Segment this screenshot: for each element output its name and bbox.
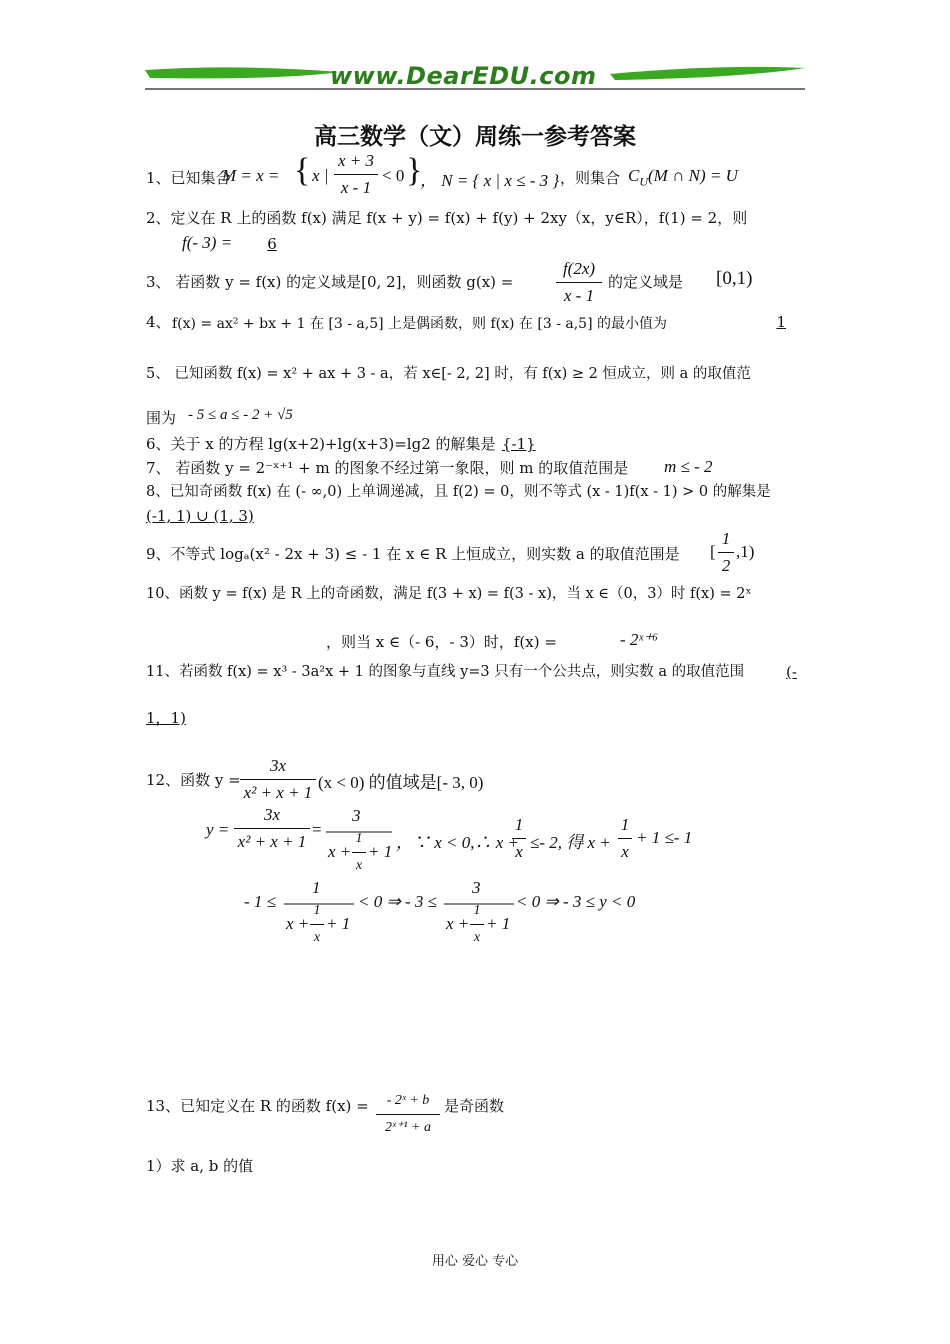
q12-s2-inner2: 1 x bbox=[470, 900, 484, 949]
q12-s1-frac4: 1 x bbox=[618, 814, 632, 863]
q13-text: 13、已知定义在 R 的函数 f(x) = bbox=[146, 1097, 369, 1115]
q7-text: 7、 若函数 y = 2⁻ˣ⁺¹ + m 的图象不经过第一象限，则 m 的取值范围是 bbox=[146, 459, 629, 477]
q1-n-part: ， N = { x | x ≤ - 3 } bbox=[420, 171, 560, 190]
q13-tail: 是奇函数 bbox=[444, 1097, 505, 1115]
q9-answer-pre: [ bbox=[710, 542, 716, 561]
site-logo-text: www.DearEDU.com bbox=[330, 62, 597, 90]
q11-line1: 11、若函数 f(x) = x³ - 3a²x + 1 的图象与直线 y=3 只有一个公共点，则实数 a 的取值范围 bbox=[146, 664, 745, 680]
q11-answer-end: 1，1) bbox=[146, 709, 186, 727]
q12-s2-num2: 3 bbox=[472, 878, 481, 897]
q2-line1: 2、定义在 R 上的函数 f(x) 满足 f(x + y) = f(x) + f(y) + 2xy（x，y∈R），f(1) = 2，则 bbox=[146, 209, 748, 227]
q1-label: 1、已知集合 bbox=[146, 169, 231, 187]
q1-brace-left: { bbox=[294, 152, 311, 189]
q12-s2-a: - 1 ≤ bbox=[244, 892, 276, 911]
q5-line1: 5、 已知函数 f(x) = x² + ax + 3 - a，若 x∈[- 2, 2] 时，有 f(x) ≥ 2 恒成立，则 a 的取值范 bbox=[146, 366, 751, 382]
q12-s2-num1: 1 bbox=[312, 878, 321, 897]
q12-s2-inner1: 1 x bbox=[310, 900, 324, 949]
q13-part1: 1）求 a, b 的值 bbox=[146, 1157, 254, 1175]
q12-s2-b: < 0 ⇒ - 3 ≤ bbox=[358, 892, 437, 911]
q1-answer: $C_U(M$ ∩ N) = U bbox=[628, 166, 738, 189]
q8-answer: (-1, 1) ∪ (1, 3) bbox=[146, 507, 254, 525]
q3-tail: 的定义域是 bbox=[608, 273, 684, 291]
q4-answer: 1 bbox=[776, 313, 786, 331]
q1-tail: ，则集合 bbox=[560, 169, 621, 187]
page-title: 高三数学（文）周练一参考答案 bbox=[314, 124, 636, 150]
q12-label: 12、函数 y = bbox=[146, 771, 241, 789]
q3-answer: [0,1) bbox=[716, 268, 753, 289]
left-swoosh-icon bbox=[145, 67, 340, 78]
q12-s1-mid: ，∵ x < 0,∴ x + bbox=[396, 833, 520, 852]
q8-text: 8、已知奇函数 f(x) 在 (- ∞,0) 上单调递减，且 f(2) = 0，则不等式 (x - 1)f(x - 1) > 0 的解集是 bbox=[146, 484, 771, 500]
q12-s2-c: < 0 ⇒ - 3 ≤ y < 0 bbox=[516, 892, 636, 911]
q12-s1-inner-frac: 1 x bbox=[352, 828, 366, 877]
q5-answer: - 5 ≤ a ≤ - 2 + √5 bbox=[188, 407, 293, 423]
q12-s1-frac3: 1 x bbox=[512, 814, 526, 863]
q12-s1-den2-a: x + bbox=[328, 842, 352, 861]
q1-set-inner: x | bbox=[312, 166, 329, 185]
q12-tail: (x < 0) 的值域是[- 3, 0) bbox=[318, 773, 484, 792]
q12-s2-den1-a: x + bbox=[286, 914, 310, 933]
q12-s1-eq: = bbox=[312, 820, 322, 839]
q6-answer: {-1} bbox=[502, 435, 536, 453]
q1-brace-right: } bbox=[406, 152, 423, 189]
q13-fraction: - 2ˣ + b 2ˣ⁺¹ + a bbox=[376, 1090, 440, 1139]
q9-answer-post: ,1) bbox=[736, 542, 755, 561]
right-swoosh-icon bbox=[610, 67, 805, 80]
q10-line2: ，则当 x ∈（- 6，- 3）时，f(x) = bbox=[326, 633, 557, 651]
q12-s1-num2: 3 bbox=[352, 806, 361, 825]
q12-s1-den2-b: + 1 bbox=[368, 842, 393, 861]
q12-s1-lhs: y = bbox=[206, 820, 230, 839]
q1-rel: < 0 bbox=[382, 166, 405, 185]
q10-answer: - 2ˣ⁺⁶ bbox=[620, 630, 659, 649]
q7-answer: m ≤ - 2 bbox=[664, 457, 713, 476]
q1-math: M = x = bbox=[222, 166, 280, 185]
q4-text: f(x) = ax² + bx + 1 在 [3 - a,5] 上是偶函数，则 f(x) 在 [3 - a,5] 的最小值为 bbox=[172, 316, 667, 332]
q12-s1-fraction1: 3x x² + x + 1 bbox=[234, 804, 310, 853]
q6-text: 6、关于 x 的方程 lg(x+2)+lg(x+3)=lg2 的解集是 bbox=[146, 435, 496, 453]
page-footer: 用心 爱心 专心 bbox=[431, 1254, 519, 1269]
q12-fraction: 3x x² + x + 1 bbox=[240, 755, 316, 804]
q12-s2-den2-b: + 1 bbox=[486, 914, 511, 933]
q9-text: 9、不等式 logₐ(x² - 2x + 3) ≤ - 1 在 x ∈ R 上恒成立，则实数 a 的取值范围是 bbox=[146, 545, 680, 563]
q1-fraction: x + 3 x - 1 bbox=[334, 150, 378, 199]
q3-text: 3、 若函数 y = f(x) 的定义域是[0, 2]，则函数 g(x) = bbox=[146, 273, 514, 291]
q12-s2-den2-a: x + bbox=[446, 914, 470, 933]
q4-label: 4、 bbox=[146, 313, 171, 331]
q3-fraction: f(2x) x - 1 bbox=[556, 258, 602, 307]
q5-line2: 围为 bbox=[146, 409, 177, 427]
q10-line1: 10、函数 y = f(x) 是 R 上的奇函数，满足 f(3 + x) = f(3 - x)，当 x ∈（0，3）时 f(x) = 2ˣ bbox=[146, 586, 752, 602]
q12-s1-end: + 1 ≤- 1 bbox=[636, 828, 693, 847]
q12-s2-den1-b: + 1 bbox=[326, 914, 351, 933]
q12-s1-mid2: ≤- 2, 得 x + bbox=[530, 833, 611, 852]
q11-answer-start: (- bbox=[786, 663, 797, 681]
q2-line2: f(- 3) = bbox=[182, 233, 233, 252]
q9-fraction: 1 2 bbox=[718, 528, 734, 577]
q2-answer: 6 bbox=[267, 235, 277, 253]
